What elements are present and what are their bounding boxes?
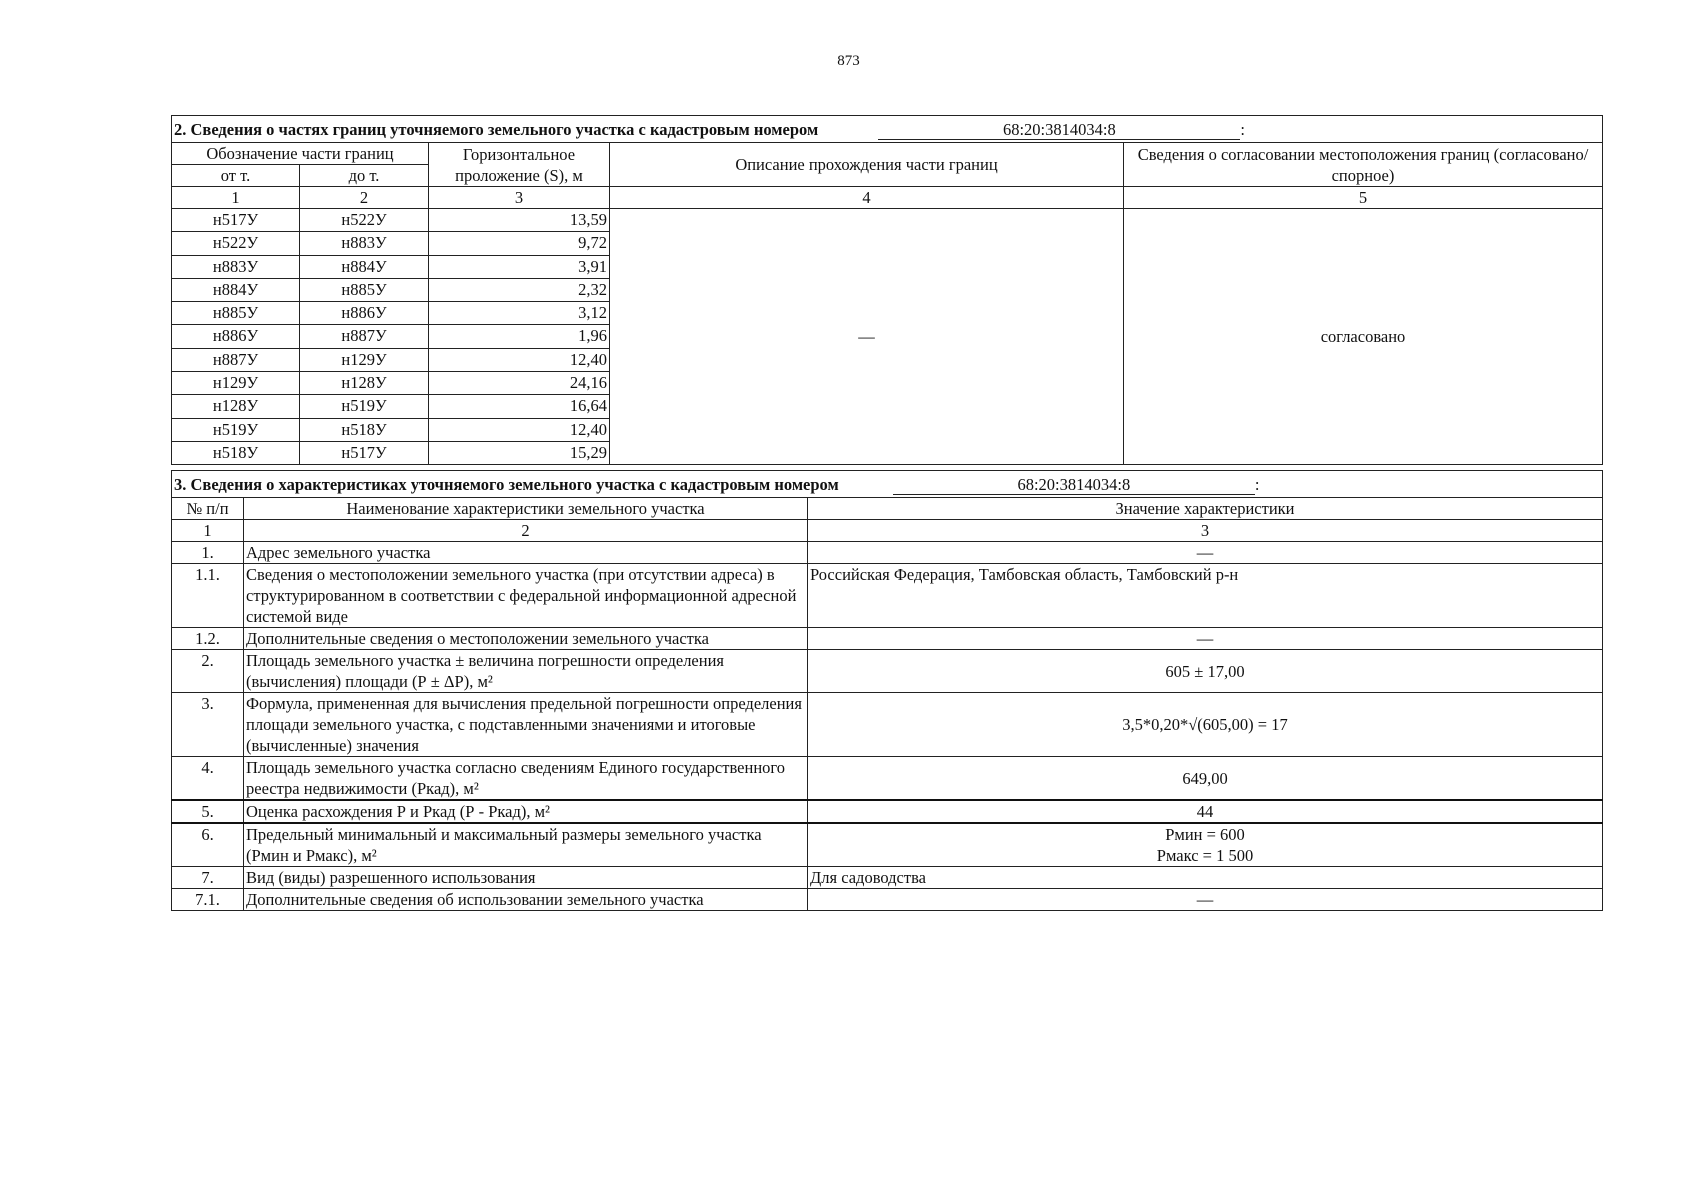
- boundary-parts-table: [171, 115, 1603, 465]
- distance: 3,91: [429, 255, 610, 278]
- distance: 12,40: [429, 348, 610, 371]
- row-value: 3,5*0,20*√(605,00) = 17: [808, 693, 1603, 757]
- col-number: 3: [808, 520, 1603, 542]
- to-point: н128У: [300, 372, 429, 395]
- section2-cadastral-number: 68:20:3814034:8: [878, 121, 1240, 140]
- row-num: 1.: [172, 542, 244, 564]
- table-row: [172, 542, 1603, 564]
- table-row: [172, 564, 1603, 628]
- row-value: 605 ± 17,00: [808, 650, 1603, 693]
- row-name: Вид (виды) разрешенного использования: [244, 867, 808, 889]
- header-agreement: Сведения о согласовании местоположения границ (согласовано/спорное): [1124, 143, 1603, 187]
- table-row: [172, 889, 1603, 911]
- section3-title: 3. Сведения о характеристиках уточняемого земельного участка с кадастровым номером: [174, 474, 839, 494]
- page-number: 873: [837, 53, 860, 69]
- table-row: [172, 800, 1603, 823]
- col-number: 1: [172, 520, 244, 542]
- max-size-value: Рмакс = 1 500: [1156, 846, 1254, 865]
- col-number: 2: [244, 520, 808, 542]
- from-point: н517У: [172, 209, 300, 232]
- section2-title-cell: [172, 116, 1603, 143]
- header-from: от т.: [172, 165, 300, 187]
- row-name: Дополнительные сведения о местоположении земельного участка: [244, 628, 808, 650]
- from-point: н129У: [172, 372, 300, 395]
- to-point: н129У: [300, 348, 429, 371]
- row-value: —: [808, 889, 1603, 911]
- row-value: 44: [808, 800, 1603, 823]
- row-num: 7.1.: [172, 889, 244, 911]
- row-num: 1.1.: [172, 564, 244, 628]
- table-row: [172, 650, 1603, 693]
- distance: 3,12: [429, 302, 610, 325]
- from-point: н884У: [172, 278, 300, 301]
- distance: 24,16: [429, 372, 610, 395]
- to-point: н883У: [300, 232, 429, 255]
- col-number: 1: [172, 187, 300, 209]
- row-name: Сведения о местоположении земельного участка (при отсутствии адреса) в структурированном в соответствии с федеральной информационной адресной системой виде: [244, 564, 808, 628]
- header-to: до т.: [300, 165, 429, 187]
- col-number: 4: [610, 187, 1124, 209]
- to-point: н884У: [300, 255, 429, 278]
- from-point: н883У: [172, 255, 300, 278]
- table-row: [172, 628, 1603, 650]
- to-point: н518У: [300, 418, 429, 441]
- col-number: 2: [300, 187, 429, 209]
- distance: 13,59: [429, 209, 610, 232]
- from-point: н522У: [172, 232, 300, 255]
- row-num: 4.: [172, 757, 244, 801]
- row-num: 6.: [172, 823, 244, 867]
- row-num: 5.: [172, 800, 244, 823]
- row-num: 3.: [172, 693, 244, 757]
- header-description: Описание прохождения части границ: [610, 143, 1124, 187]
- distance: 12,40: [429, 418, 610, 441]
- to-point: н522У: [300, 209, 429, 232]
- header-horizontal: Горизонтальное проложение (S), м: [429, 143, 610, 187]
- distance: 2,32: [429, 278, 610, 301]
- min-size-value: Рмин = 600: [1165, 825, 1245, 844]
- section2-colon: :: [1240, 119, 1245, 139]
- table-row: [172, 209, 1603, 232]
- to-point: н886У: [300, 302, 429, 325]
- row-value: —: [808, 542, 1603, 564]
- table-row: [172, 693, 1603, 757]
- to-point: н887У: [300, 325, 429, 348]
- header-name: Наименование характеристики земельного участка: [244, 498, 808, 520]
- table-row: [172, 757, 1603, 801]
- from-point: н887У: [172, 348, 300, 371]
- agreement-value: согласовано: [1124, 209, 1603, 465]
- from-point: н518У: [172, 441, 300, 464]
- section3-colon: :: [1254, 474, 1260, 494]
- description-value: —: [610, 209, 1124, 465]
- distance: 1,96: [429, 325, 610, 348]
- row-name: Дополнительные сведения об использовании земельного участка: [244, 889, 808, 911]
- to-point: н885У: [300, 278, 429, 301]
- to-point: н517У: [300, 441, 429, 464]
- section3-title-cell: [172, 471, 1603, 498]
- from-point: н519У: [172, 418, 300, 441]
- row-name: Площадь земельного участка согласно сведениям Единого государственного реестра недвижимости (Ркад), м²: [244, 757, 808, 801]
- row-name: Оценка расхождения Р и Ркад (Р - Ркад), м²: [244, 800, 808, 823]
- row-name: Адрес земельного участка: [244, 542, 808, 564]
- row-name: Формула, примененная для вычисления предельной погрешности определения площади земельного участка, с подставленными значениями и итоговые (вычисленные) значения: [244, 693, 808, 757]
- col-number: 5: [1124, 187, 1603, 209]
- distance: 9,72: [429, 232, 610, 255]
- row-num: 1.2.: [172, 628, 244, 650]
- row-value: 649,00: [808, 757, 1603, 801]
- row-num: 7.: [172, 867, 244, 889]
- from-point: н886У: [172, 325, 300, 348]
- row-value-cell: [808, 823, 1603, 867]
- table-row: [172, 823, 1603, 867]
- section3-cadastral-number: 68:20:3814034:8: [893, 476, 1255, 495]
- distance: 16,64: [429, 395, 610, 418]
- from-point: н885У: [172, 302, 300, 325]
- distance: 15,29: [429, 441, 610, 464]
- row-name: Предельный минимальный и максимальный размеры земельного участка (Рмин и Рмакс), м²: [244, 823, 808, 867]
- row-value: —: [808, 628, 1603, 650]
- row-name: Площадь земельного участка ± величина погрешности определения (вычисления) площади (Р ± ΔР), м²: [244, 650, 808, 693]
- header-part-designation: Обозначение части границ: [172, 143, 429, 165]
- col-number: 3: [429, 187, 610, 209]
- characteristics-table: [171, 470, 1603, 911]
- header-num: № п/п: [172, 498, 244, 520]
- table-row: [172, 867, 1603, 889]
- row-num: 2.: [172, 650, 244, 693]
- section2-title: 2. Сведения о частях границ уточняемого земельного участка с кадастровым номером: [174, 119, 819, 139]
- to-point: н519У: [300, 395, 429, 418]
- row-value: Российская Федерация, Тамбовская область, Тамбовский р-н: [808, 564, 1603, 628]
- from-point: н128У: [172, 395, 300, 418]
- header-value: Значение характеристики: [808, 498, 1603, 520]
- row-value: Для садоводства: [808, 867, 1603, 889]
